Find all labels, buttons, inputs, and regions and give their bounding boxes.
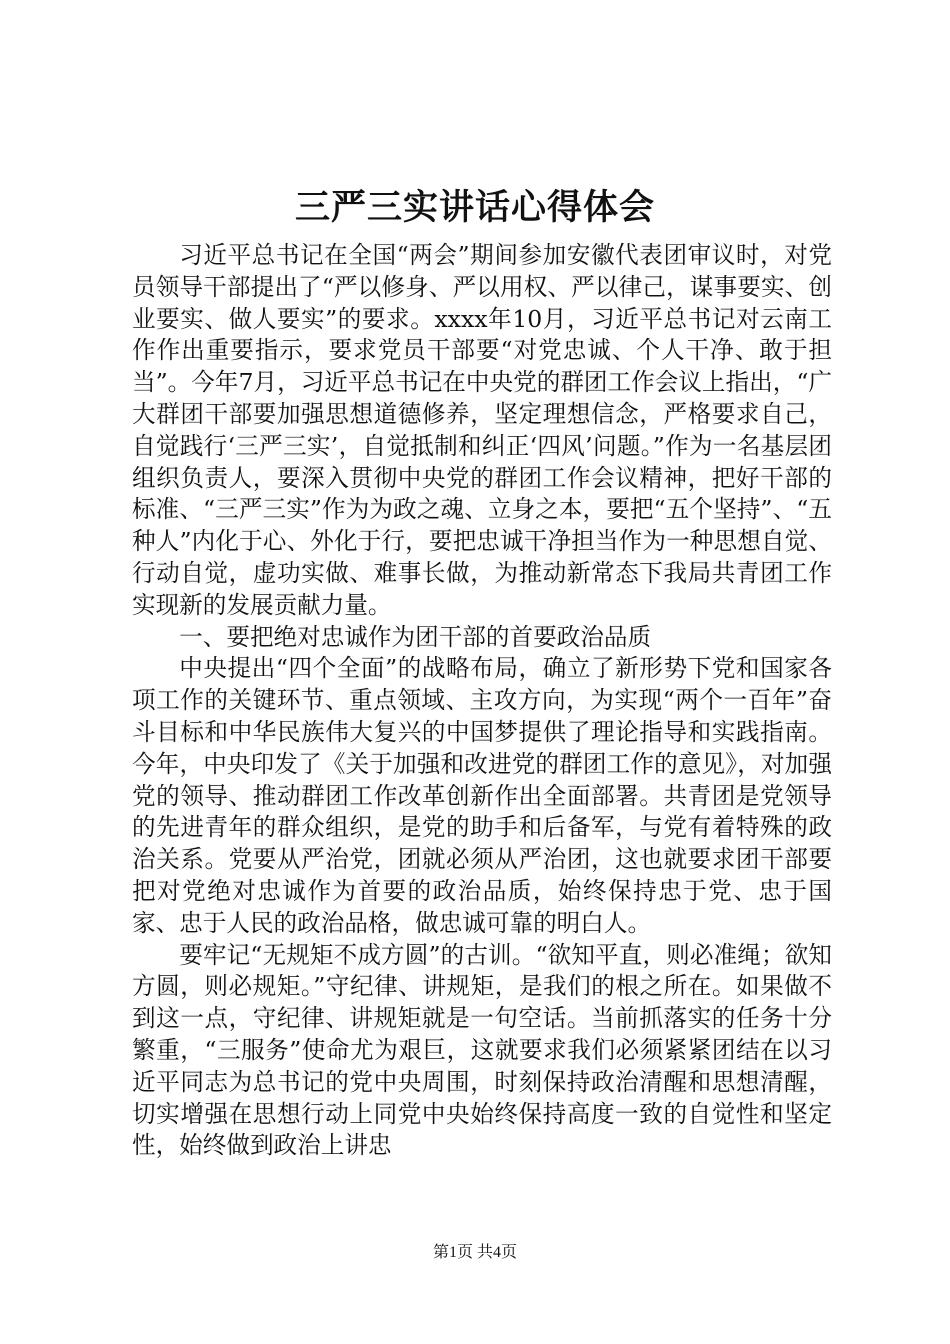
document-title: 三严三实讲话心得体会 (294, 187, 655, 228)
section-heading-1: 一、要把绝对忠诚作为团干部的首要政治品质 (179, 622, 652, 651)
page-number-footer: 第1页 共4页 (432, 1244, 517, 1261)
paragraph-discipline: 要牢记“无规矩不成方圆”的古训。“欲知平直，则必准绳；欲知方圆，则必规矩。”守纪律、讲规矩，是我们的根之所在。如果做不到这一点，守纪律、讲规矩就是一句空话。当前抓落实的任务十分繁重，“三服务”使命尤为艰巨，这就要求我们必须紧紧团结在以习近平同志为总书记的党中央周围，时刻保持政治清醒和思想清醒，切实增强在思想行动上同党中央始终保持高度一致的自觉性和坚定性，始终做到政治上讲忠 (132, 940, 832, 1160)
paragraph-section-1: 中央提出“四个全面”的战略布局，确立了新形势下党和国家各项工作的关键环节、重点领域、主攻方向，为实现“两个一百年”奋斗目标和中华民族伟大复兴的中国梦提供了理论指导和实践指南。今年，中央印发了《关于加强和改进党的群团工作的意见》，对加强党的领导、推动群团工作改革创新作出全面部署。共青团是党领导的先进青年的群众组织，是党的助手和后备军，与党有着特殊的政治关系。党要从严治党，团就必须从严治团，这也就要求团干部要把对党绝对忠诚作为首要的政治品质，始终保持忠于党、忠于国家、忠于人民的政治品格，做忠诚可靠的明白人。 (132, 654, 832, 937)
document-body (132, 240, 832, 1162)
paragraph-intro: 习近平总书记在全国“两会”期间参加安徽代表团审议时，对党员领导干部提出了“严以修身、严以用权、严以律己，谋事要实、创业要实、做人要实”的要求。xxxx年10月，习近平总书记对云南工作作出重要指示，要求党员干部要“对党忠诚、个人干净、敢于担当”。今年7月，习近平总书记在中央党的群团工作会议上指出，“广大群团干部要加强思想道德修养，坚定理想信念，严格要求自己，自觉践行‘三严三实’，自觉抵制和纠正‘四风’问题。”作为一名基层团组织负责人，要深入贯彻中央党的群团工作会议精神，把好干部的标准、“三严三实”作为为政之魂、立身之本，要把“五个坚持”、“五种人”内化于心、外化于行，要把忠诚干净担当作为一种思想自觉、行动自觉，虚功实做、难事长做，为推动新常态下我局共青团工作实现新的发展贡献力量。 (132, 241, 832, 619)
